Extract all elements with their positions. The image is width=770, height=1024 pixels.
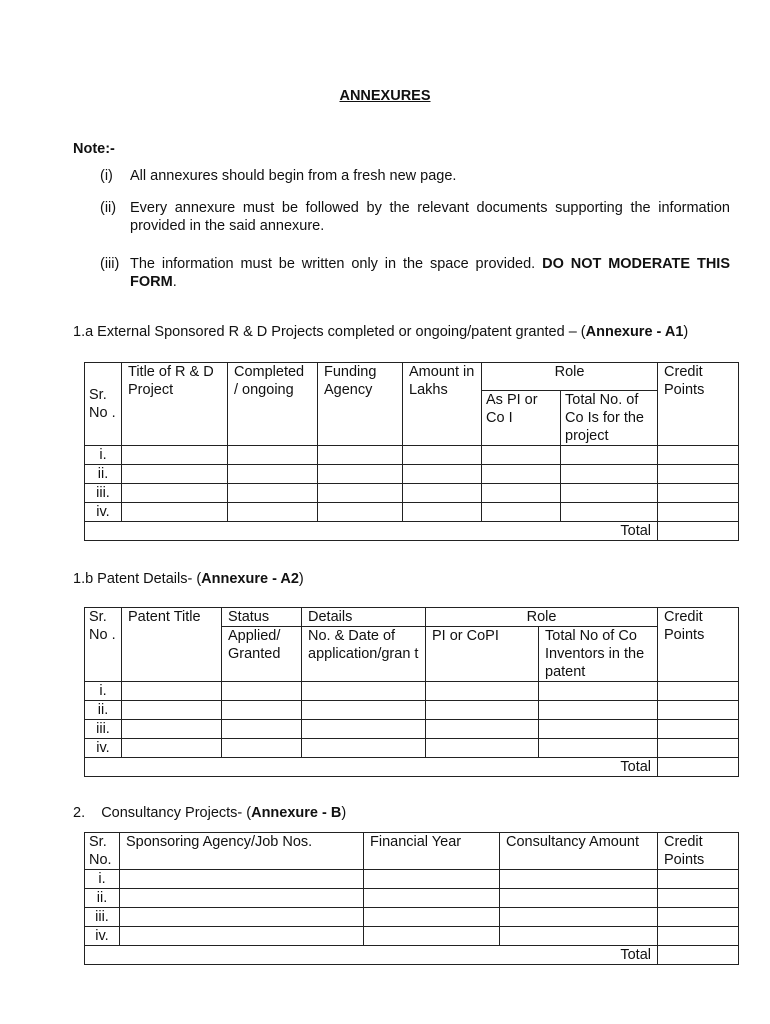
header-agency: Sponsoring Agency/Job Nos. bbox=[120, 833, 364, 870]
header-status-sub: Applied/ Granted bbox=[222, 627, 302, 682]
table-annexure-a2 bbox=[84, 607, 739, 777]
note-text: All annexures should begin from a fresh new page. bbox=[130, 168, 457, 184]
table-row: iii. bbox=[85, 720, 739, 739]
header-credit: Credit Points bbox=[658, 363, 739, 446]
note-text: The information must be written only in the space provided. DO NOT MODERATE THIS FORM. bbox=[130, 256, 730, 290]
header-amount: Consultancy Amount bbox=[500, 833, 658, 870]
table-row: iii. bbox=[85, 484, 739, 503]
table-row: i. bbox=[85, 682, 739, 701]
table-row: i. bbox=[85, 870, 739, 889]
total-label: Total bbox=[85, 522, 658, 541]
header-status: Status bbox=[222, 608, 302, 627]
table-row: iv. bbox=[85, 739, 739, 758]
total-label: Total bbox=[85, 946, 658, 965]
note-number: (ii) bbox=[100, 200, 117, 216]
header-role: Role bbox=[426, 608, 658, 627]
header-year: Financial Year bbox=[364, 833, 500, 870]
section-heading-b: 2. Consultancy Projects- (Annexure - B) bbox=[73, 805, 347, 821]
header-credit: Credit Points bbox=[658, 833, 739, 870]
header-srno: Sr. No . bbox=[85, 363, 122, 446]
note-text: Every annexure must be followed by the relevant documents supporting the information provided in the said annexure. bbox=[130, 200, 730, 234]
note-item-2 bbox=[100, 200, 730, 235]
note-item-1 bbox=[100, 168, 730, 186]
header-pi: PI or CoPI bbox=[426, 627, 539, 682]
header-title: Title of R & D Project bbox=[122, 363, 228, 446]
table-row: ii. bbox=[85, 701, 739, 720]
table-row: iii. bbox=[85, 908, 739, 927]
note-label: Note:- bbox=[73, 141, 115, 157]
header-srno: Sr. No. bbox=[85, 833, 120, 870]
table-row: i. bbox=[85, 446, 739, 465]
total-row bbox=[85, 946, 739, 965]
table-annexure-b bbox=[84, 832, 739, 965]
table-row: ii. bbox=[85, 465, 739, 484]
header-details: Details bbox=[302, 608, 426, 627]
note-number: (iii) bbox=[100, 256, 120, 272]
header-agency: Funding Agency bbox=[318, 363, 403, 446]
total-row bbox=[85, 522, 739, 541]
header-total-co: Total No of Co Inventors in the patent bbox=[539, 627, 658, 682]
total-label: Total bbox=[85, 758, 658, 777]
note-emphasis: DO NOT MODERATE THIS FORM bbox=[130, 256, 730, 290]
header-total-co: Total No. of Co Is for the project bbox=[561, 391, 658, 446]
header-details-sub: No. & Date of application/gran t bbox=[302, 627, 426, 682]
header-title: Patent Title bbox=[122, 608, 222, 682]
header-pi: As PI or Co I bbox=[482, 391, 561, 446]
total-row bbox=[85, 758, 739, 777]
header-credit: Credit Points bbox=[658, 608, 739, 682]
header-srno: Sr. No . bbox=[85, 608, 122, 682]
section-heading-a2: 1.b Patent Details- (Annexure - A2) bbox=[73, 571, 304, 587]
header-role: Role bbox=[482, 363, 658, 391]
note-number: (i) bbox=[100, 168, 113, 184]
table-row: ii. bbox=[85, 889, 739, 908]
header-status: Completed / ongoing bbox=[228, 363, 318, 446]
table-annexure-a1 bbox=[84, 362, 739, 541]
note-item-3 bbox=[100, 256, 730, 291]
table-row: iv. bbox=[85, 927, 739, 946]
header-amount: Amount in Lakhs bbox=[403, 363, 482, 446]
page-title: ANNEXURES bbox=[339, 88, 431, 104]
section-heading-a1: 1.a External Sponsored R & D Projects completed or ongoing/patent granted – (Annexure - A1) bbox=[73, 324, 689, 340]
table-row: iv. bbox=[85, 503, 739, 522]
